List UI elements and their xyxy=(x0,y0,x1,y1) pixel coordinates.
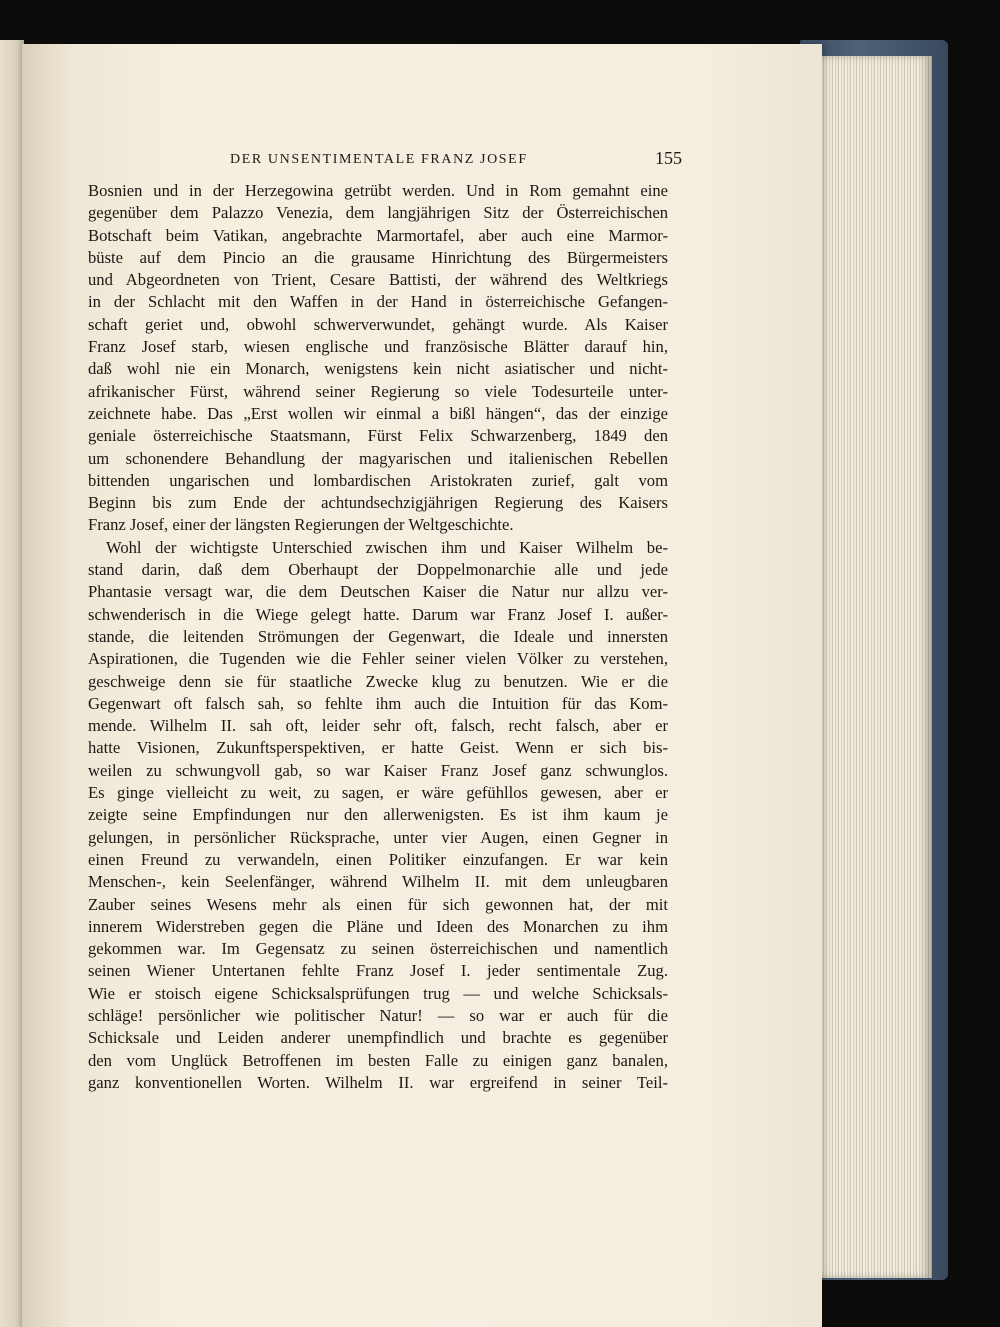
text-line: Wie er stoisch eigene Schicksalsprüfungen trug — und welche Schicksals- xyxy=(88,983,668,1003)
running-title: DER UNSENTIMENTALE FRANZ JOSEF xyxy=(230,152,528,167)
text-line: ganz konventionellen Worten. Wilhelm II. war ergreifend in seiner Teil- xyxy=(88,1072,668,1092)
text-line: stand darin, daß dem Oberhaupt der Doppelmonarchie alle und jede xyxy=(88,560,668,580)
paragraph xyxy=(88,537,668,1094)
text-line: gekommen war. Im Gegensatz zu seinen österreichischen und namentlich xyxy=(88,939,668,959)
text-line: Gegenwart oft falsch sah, so fehlte ihm auch die Intuition für das Kom- xyxy=(88,693,668,713)
text-line: in der Schlacht mit den Waffen in der Hand in österreichische Gefangen- xyxy=(88,292,668,312)
book-page xyxy=(22,44,822,1327)
text-line: Beginn bis zum Ende der achtundsechzigjährigen Regierung des Kaisers xyxy=(88,493,668,513)
text-line: Zauber seines Wesens mehr als einen für sich gewonnen hat, der mit xyxy=(88,894,668,914)
page-edges xyxy=(812,56,932,1278)
text-line: schläge! persönlicher wie politischer Natur! — so war er auch für die xyxy=(88,1005,668,1025)
text-line: Bosnien und in der Herzegowina getrübt werden. Und in Rom gemahnt eine xyxy=(88,181,668,200)
text-line: Botschaft beim Vatikan, angebrachte Marmortafel, aber auch eine Marmor- xyxy=(88,225,668,245)
text-line: gelungen, in persönlicher Rücksprache, unter vier Augen, einen Gegner in xyxy=(88,827,668,847)
text-line: Franz Josef starb, wiesen englische und französische Blätter darauf hin, xyxy=(88,337,668,357)
text-line: schaft geriet und, obwohl schwerverwundet, gehängt wurde. Als Kaiser xyxy=(88,314,668,334)
text-line: gegenüber dem Palazzo Venezia, dem langjährigen Sitz der Österreichischen xyxy=(88,203,668,223)
text-line: stande, die leitenden Strömungen der Gegenwart, die Ideale und innersten xyxy=(88,626,668,646)
text-line: büste auf dem Pincio an die grausame Hinrichtung des Bürgermeisters xyxy=(88,247,668,267)
text-line: innerem Widerstreben gegen die Pläne und Ideen des Monarchen zu ihm xyxy=(88,916,668,936)
page-header xyxy=(230,148,682,172)
text-line: geniale österreichische Staatsmann, Fürst Felix Schwarzenberg, 1849 den xyxy=(88,426,668,446)
text-line: daß wohl nie ein Monarch, wenigstens kein nicht asiatischer und nicht- xyxy=(88,359,668,379)
text-line: Aspirationen, die Tugenden wie die Fehler seiner vielen Völker zu verstehen, xyxy=(88,649,668,669)
text-line: Es ginge vielleicht zu weit, zu sagen, er wäre gefühllos gewesen, aber er xyxy=(88,783,668,803)
text-line: bittenden ungarischen und lombardischen Aristokraten zurief, galt vom xyxy=(88,470,668,490)
body-text xyxy=(88,180,668,1094)
text-line: weilen zu schwungvoll gab, so war Kaiser Franz Josef ganz schwunglos. xyxy=(88,760,668,780)
text-line: und Abgeordneten von Trient, Cesare Battisti, der während des Weltkriegs xyxy=(88,270,668,290)
text-line: Menschen-, kein Seelenfänger, während Wilhelm II. mit dem unleugbaren xyxy=(88,872,668,892)
text-line: den vom Unglück Betroffenen im besten Falle zu einigen ganz banalen, xyxy=(88,1050,668,1070)
text-line: geschweige denn sie für staatliche Zwecke klug zu benutzen. Wie er die xyxy=(88,671,668,691)
text-line: Franz Josef, einer der längsten Regierungen der Weltgeschichte. xyxy=(88,515,514,535)
page-number: 155 xyxy=(655,148,682,168)
text-line: Phantasie versagt war, die dem Deutschen Kaiser die Natur nur allzu ver- xyxy=(88,582,668,602)
text-line: Wohl der wichtigste Unterschied zwischen ihm und Kaiser Wilhelm be- xyxy=(106,537,668,557)
text-line: seinen Wiener Untertanen fehlte Franz Josef I. jeder sentimentale Zug. xyxy=(88,961,668,981)
text-line: um schonendere Behandlung der magyarischen und italienischen Rebellen xyxy=(88,448,668,468)
text-line: afrikanischer Fürst, während seiner Regierung so viele Todesurteile unter- xyxy=(88,381,668,401)
text-line: schwenderisch in die Wiege gelegt hatte. Darum war Franz Josef I. außer- xyxy=(88,604,668,624)
facing-page-edge xyxy=(0,40,24,1327)
text-line: zeichnete habe. Das „Erst wollen wir einmal a bißl hängen“, das der einzige xyxy=(88,403,668,423)
text-line: hatte Visionen, Zukunftsperspektiven, er hatte Geist. Wenn er sich bis- xyxy=(88,738,668,758)
paragraph xyxy=(88,180,668,537)
text-line: einen Freund zu verwandeln, einen Politiker einzufangen. Er war kein xyxy=(88,849,668,869)
text-line: mende. Wilhelm II. sah oft, leider sehr oft, falsch, recht falsch, aber er xyxy=(88,716,668,736)
text-line: Schicksale und Leiden anderer unempfindlich und brachte es gegenüber xyxy=(88,1028,668,1048)
text-line: zeigte seine Empfindungen nur den allerwenigsten. Es ist ihm kaum je xyxy=(88,805,668,825)
